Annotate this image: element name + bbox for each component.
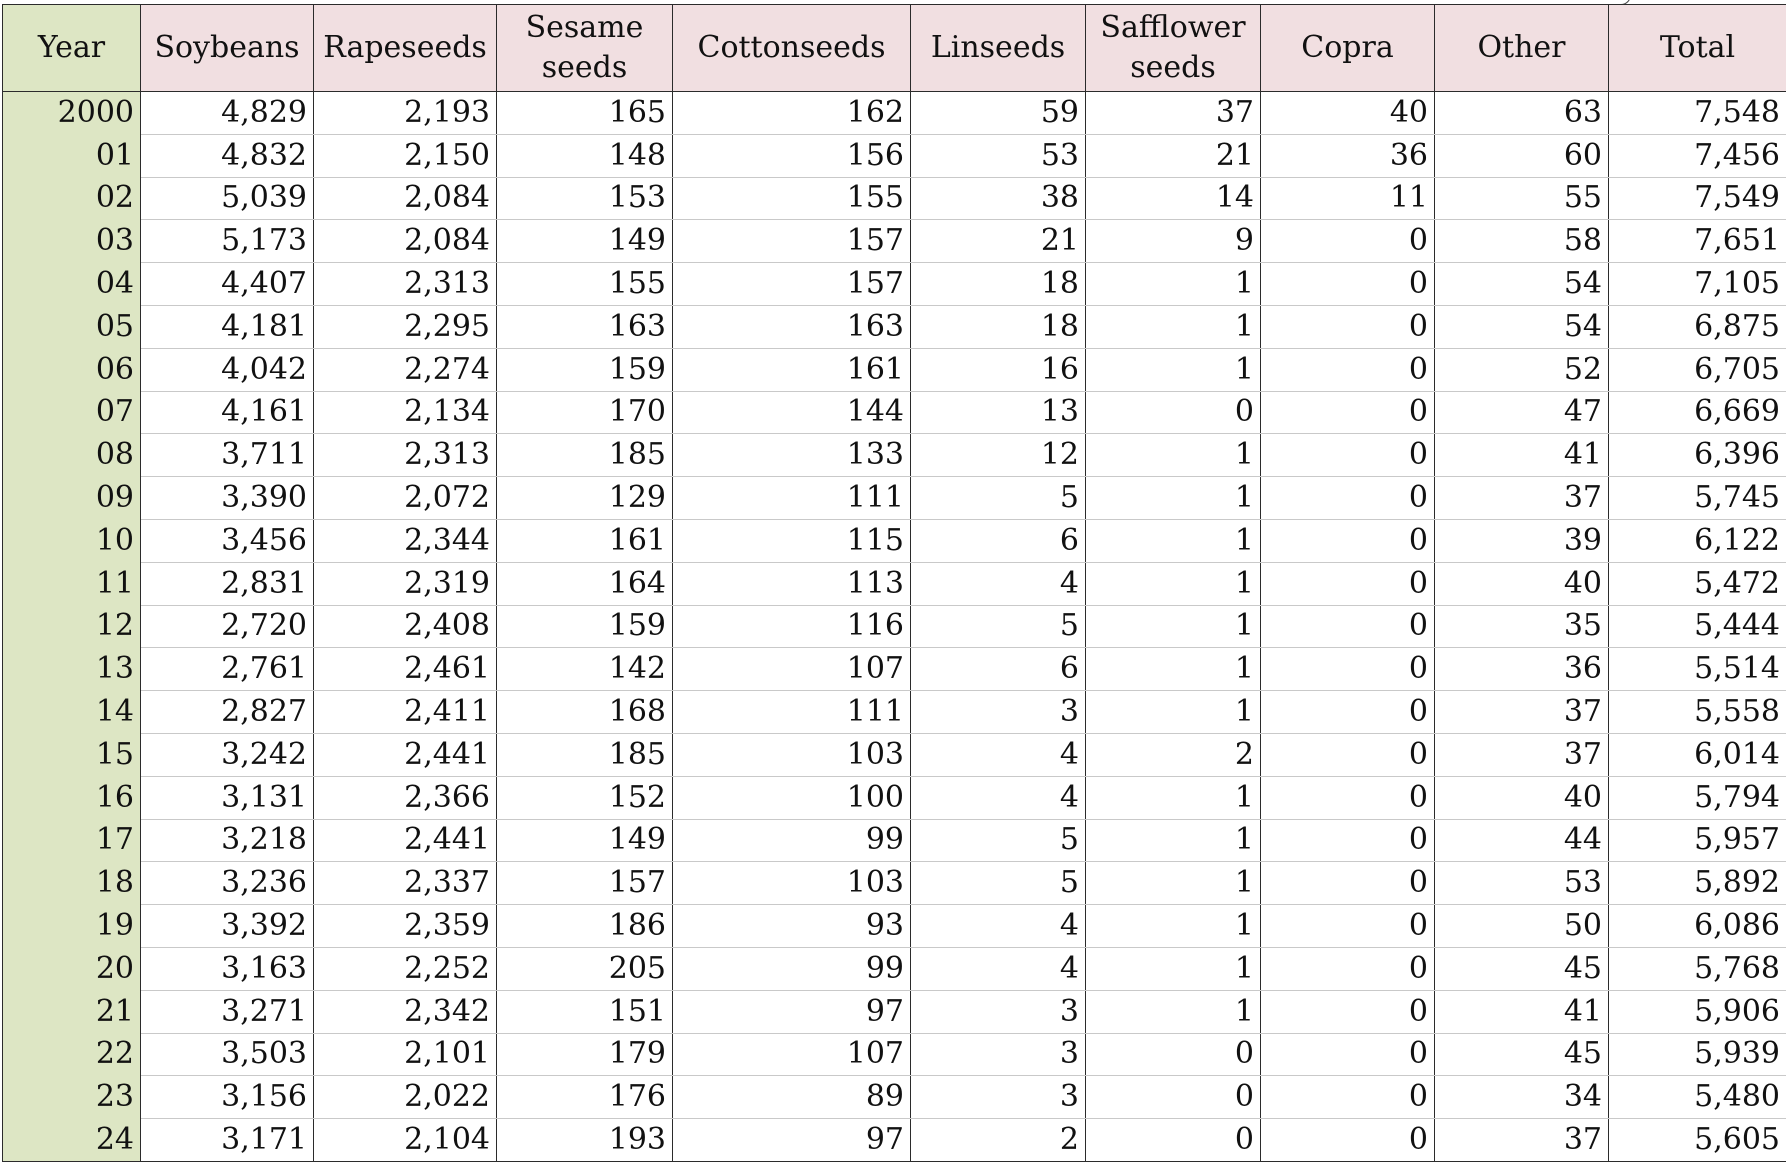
cell-other: 40 bbox=[1435, 776, 1609, 819]
cell-total: 7,456 bbox=[1609, 134, 1786, 177]
cell-safflower-seeds: 21 bbox=[1086, 134, 1261, 177]
header-copra: Copra bbox=[1261, 5, 1435, 92]
cell-other: 47 bbox=[1435, 391, 1609, 434]
cell-rapeseeds: 2,084 bbox=[314, 220, 497, 263]
cell-linseeds: 2 bbox=[911, 1119, 1086, 1162]
cell-total: 5,605 bbox=[1609, 1119, 1786, 1162]
cell-total: 5,768 bbox=[1609, 947, 1786, 990]
cell-cottonseeds: 100 bbox=[673, 776, 911, 819]
cell-rapeseeds: 2,295 bbox=[314, 305, 497, 348]
cell-safflower-seeds: 1 bbox=[1086, 434, 1261, 477]
cell-soybeans: 3,131 bbox=[141, 776, 314, 819]
cell-year: 15 bbox=[3, 733, 141, 776]
cell-total: 7,651 bbox=[1609, 220, 1786, 263]
cell-linseeds: 5 bbox=[911, 605, 1086, 648]
cell-sesame-seeds: 152 bbox=[497, 776, 673, 819]
cell-copra: 0 bbox=[1261, 691, 1435, 734]
cell-cottonseeds: 157 bbox=[673, 263, 911, 306]
cell-linseeds: 59 bbox=[911, 92, 1086, 135]
cell-sesame-seeds: 159 bbox=[497, 605, 673, 648]
cell-copra: 11 bbox=[1261, 177, 1435, 220]
cell-cottonseeds: 157 bbox=[673, 220, 911, 263]
cell-sesame-seeds: 151 bbox=[497, 990, 673, 1033]
cell-soybeans: 4,832 bbox=[141, 134, 314, 177]
table-row bbox=[3, 947, 1786, 990]
cell-cottonseeds: 115 bbox=[673, 519, 911, 562]
table-row bbox=[3, 177, 1786, 220]
cell-safflower-seeds: 1 bbox=[1086, 905, 1261, 948]
cell-safflower-seeds: 1 bbox=[1086, 348, 1261, 391]
cell-copra: 0 bbox=[1261, 733, 1435, 776]
cell-other: 36 bbox=[1435, 648, 1609, 691]
cell-total: 6,669 bbox=[1609, 391, 1786, 434]
table-row bbox=[3, 990, 1786, 1033]
cell-safflower-seeds: 1 bbox=[1086, 562, 1261, 605]
header-soybeans: Soybeans bbox=[141, 5, 314, 92]
cell-total: 7,105 bbox=[1609, 263, 1786, 306]
cell-year: 23 bbox=[3, 1076, 141, 1119]
cell-safflower-seeds: 1 bbox=[1086, 648, 1261, 691]
cell-soybeans: 3,236 bbox=[141, 862, 314, 905]
cell-soybeans: 3,218 bbox=[141, 819, 314, 862]
cell-linseeds: 4 bbox=[911, 947, 1086, 990]
cell-soybeans: 3,242 bbox=[141, 733, 314, 776]
cell-year: 06 bbox=[3, 348, 141, 391]
cell-sesame-seeds: 170 bbox=[497, 391, 673, 434]
cell-rapeseeds: 2,313 bbox=[314, 263, 497, 306]
cell-rapeseeds: 2,274 bbox=[314, 348, 497, 391]
cell-other: 53 bbox=[1435, 862, 1609, 905]
cell-total: 6,875 bbox=[1609, 305, 1786, 348]
cell-total: 5,480 bbox=[1609, 1076, 1786, 1119]
cell-linseeds: 38 bbox=[911, 177, 1086, 220]
cell-cottonseeds: 156 bbox=[673, 134, 911, 177]
cell-year: 24 bbox=[3, 1119, 141, 1162]
cell-sesame-seeds: 168 bbox=[497, 691, 673, 734]
cell-sesame-seeds: 159 bbox=[497, 348, 673, 391]
table-row bbox=[3, 477, 1786, 520]
cell-copra: 0 bbox=[1261, 776, 1435, 819]
cell-other: 41 bbox=[1435, 990, 1609, 1033]
cell-sesame-seeds: 193 bbox=[497, 1119, 673, 1162]
cell-rapeseeds: 2,134 bbox=[314, 391, 497, 434]
cell-rapeseeds: 2,104 bbox=[314, 1119, 497, 1162]
cell-total: 5,472 bbox=[1609, 562, 1786, 605]
cell-total: 6,014 bbox=[1609, 733, 1786, 776]
cell-sesame-seeds: 186 bbox=[497, 905, 673, 948]
cell-linseeds: 3 bbox=[911, 1076, 1086, 1119]
cell-cottonseeds: 107 bbox=[673, 648, 911, 691]
table-row bbox=[3, 519, 1786, 562]
cell-linseeds: 18 bbox=[911, 305, 1086, 348]
cell-year: 08 bbox=[3, 434, 141, 477]
cell-safflower-seeds: 1 bbox=[1086, 776, 1261, 819]
cell-sesame-seeds: 129 bbox=[497, 477, 673, 520]
cell-linseeds: 5 bbox=[911, 477, 1086, 520]
cell-linseeds: 4 bbox=[911, 905, 1086, 948]
cell-soybeans: 3,390 bbox=[141, 477, 314, 520]
cell-linseeds: 16 bbox=[911, 348, 1086, 391]
cell-other: 50 bbox=[1435, 905, 1609, 948]
cell-other: 54 bbox=[1435, 263, 1609, 306]
cell-other: 40 bbox=[1435, 562, 1609, 605]
cell-linseeds: 6 bbox=[911, 648, 1086, 691]
cell-other: 60 bbox=[1435, 134, 1609, 177]
cell-year: 07 bbox=[3, 391, 141, 434]
table-row bbox=[3, 391, 1786, 434]
cell-sesame-seeds: 176 bbox=[497, 1076, 673, 1119]
cell-other: 41 bbox=[1435, 434, 1609, 477]
table-row bbox=[3, 92, 1786, 135]
cell-rapeseeds: 2,441 bbox=[314, 733, 497, 776]
cell-linseeds: 18 bbox=[911, 263, 1086, 306]
cell-rapeseeds: 2,441 bbox=[314, 819, 497, 862]
cell-rapeseeds: 2,344 bbox=[314, 519, 497, 562]
cell-cottonseeds: 107 bbox=[673, 1033, 911, 1076]
cell-copra: 0 bbox=[1261, 391, 1435, 434]
cell-year: 02 bbox=[3, 177, 141, 220]
cell-soybeans: 4,181 bbox=[141, 305, 314, 348]
cell-rapeseeds: 2,359 bbox=[314, 905, 497, 948]
cell-safflower-seeds: 1 bbox=[1086, 947, 1261, 990]
cell-copra: 0 bbox=[1261, 305, 1435, 348]
cell-soybeans: 3,503 bbox=[141, 1033, 314, 1076]
cell-year: 10 bbox=[3, 519, 141, 562]
header-sesame-seeds bbox=[497, 5, 673, 92]
cell-copra: 0 bbox=[1261, 1076, 1435, 1119]
cell-year: 22 bbox=[3, 1033, 141, 1076]
cell-year: 13 bbox=[3, 648, 141, 691]
cell-linseeds: 53 bbox=[911, 134, 1086, 177]
cell-cottonseeds: 97 bbox=[673, 990, 911, 1033]
cell-other: 45 bbox=[1435, 947, 1609, 990]
cell-other: 44 bbox=[1435, 819, 1609, 862]
cell-soybeans: 3,271 bbox=[141, 990, 314, 1033]
cell-safflower-seeds: 0 bbox=[1086, 1076, 1261, 1119]
cell-safflower-seeds: 1 bbox=[1086, 819, 1261, 862]
cell-linseeds: 5 bbox=[911, 862, 1086, 905]
cell-soybeans: 3,156 bbox=[141, 1076, 314, 1119]
table-row bbox=[3, 134, 1786, 177]
cell-total: 5,794 bbox=[1609, 776, 1786, 819]
cell-soybeans: 2,761 bbox=[141, 648, 314, 691]
cell-cottonseeds: 99 bbox=[673, 819, 911, 862]
cell-total: 6,705 bbox=[1609, 348, 1786, 391]
cell-year: 11 bbox=[3, 562, 141, 605]
cell-safflower-seeds: 1 bbox=[1086, 263, 1261, 306]
cell-copra: 0 bbox=[1261, 862, 1435, 905]
cell-year: 14 bbox=[3, 691, 141, 734]
cell-other: 37 bbox=[1435, 477, 1609, 520]
cell-soybeans: 4,161 bbox=[141, 391, 314, 434]
table-row bbox=[3, 862, 1786, 905]
cell-total: 6,086 bbox=[1609, 905, 1786, 948]
cell-sesame-seeds: 161 bbox=[497, 519, 673, 562]
cell-total: 7,549 bbox=[1609, 177, 1786, 220]
cell-safflower-seeds: 1 bbox=[1086, 691, 1261, 734]
table-row bbox=[3, 1033, 1786, 1076]
cell-cottonseeds: 89 bbox=[673, 1076, 911, 1119]
cell-copra: 0 bbox=[1261, 990, 1435, 1033]
cell-rapeseeds: 2,461 bbox=[314, 648, 497, 691]
cell-sesame-seeds: 149 bbox=[497, 819, 673, 862]
cell-sesame-seeds: 164 bbox=[497, 562, 673, 605]
cell-copra: 40 bbox=[1261, 92, 1435, 135]
cell-sesame-seeds: 149 bbox=[497, 220, 673, 263]
cell-cottonseeds: 113 bbox=[673, 562, 911, 605]
cell-safflower-seeds: 0 bbox=[1086, 1119, 1261, 1162]
cell-other: 45 bbox=[1435, 1033, 1609, 1076]
header-safflower-seeds bbox=[1086, 5, 1261, 92]
cell-cottonseeds: 97 bbox=[673, 1119, 911, 1162]
cell-sesame-seeds: 142 bbox=[497, 648, 673, 691]
cell-other: 63 bbox=[1435, 92, 1609, 135]
cell-safflower-seeds: 1 bbox=[1086, 605, 1261, 648]
table-row bbox=[3, 1119, 1786, 1162]
table-body bbox=[3, 92, 1786, 1162]
header-total: Total bbox=[1609, 5, 1786, 92]
cell-rapeseeds: 2,366 bbox=[314, 776, 497, 819]
header-rapeseeds: Rapeseeds bbox=[314, 5, 497, 92]
cell-total: 5,957 bbox=[1609, 819, 1786, 862]
cell-soybeans: 5,039 bbox=[141, 177, 314, 220]
cell-total: 5,514 bbox=[1609, 648, 1786, 691]
cell-soybeans: 3,171 bbox=[141, 1119, 314, 1162]
header-linseeds: Linseeds bbox=[911, 5, 1086, 92]
oilseed-volume-table bbox=[2, 4, 1786, 1162]
cell-other: 58 bbox=[1435, 220, 1609, 263]
cell-other: 37 bbox=[1435, 691, 1609, 734]
cell-cottonseeds: 103 bbox=[673, 862, 911, 905]
cell-rapeseeds: 2,084 bbox=[314, 177, 497, 220]
table-row bbox=[3, 348, 1786, 391]
cell-total: 5,745 bbox=[1609, 477, 1786, 520]
cell-soybeans: 5,173 bbox=[141, 220, 314, 263]
cell-year: 19 bbox=[3, 905, 141, 948]
cell-soybeans: 3,392 bbox=[141, 905, 314, 948]
cell-cottonseeds: 133 bbox=[673, 434, 911, 477]
cell-safflower-seeds: 2 bbox=[1086, 733, 1261, 776]
table-row bbox=[3, 1076, 1786, 1119]
table-row bbox=[3, 305, 1786, 348]
header-text: Sesame seeds bbox=[525, 8, 645, 88]
cell-year: 05 bbox=[3, 305, 141, 348]
cell-year: 21 bbox=[3, 990, 141, 1033]
cell-copra: 0 bbox=[1261, 263, 1435, 306]
table-row bbox=[3, 905, 1786, 948]
table-row bbox=[3, 733, 1786, 776]
cell-year: 20 bbox=[3, 947, 141, 990]
table-row bbox=[3, 220, 1786, 263]
table-row bbox=[3, 434, 1786, 477]
cell-cottonseeds: 163 bbox=[673, 305, 911, 348]
cell-year: 09 bbox=[3, 477, 141, 520]
cell-safflower-seeds: 1 bbox=[1086, 519, 1261, 562]
cell-cottonseeds: 93 bbox=[673, 905, 911, 948]
cell-cottonseeds: 103 bbox=[673, 733, 911, 776]
cell-rapeseeds: 2,150 bbox=[314, 134, 497, 177]
cell-cottonseeds: 116 bbox=[673, 605, 911, 648]
cell-safflower-seeds: 37 bbox=[1086, 92, 1261, 135]
cell-total: 7,548 bbox=[1609, 92, 1786, 135]
cell-year: 01 bbox=[3, 134, 141, 177]
table-row bbox=[3, 819, 1786, 862]
cell-rapeseeds: 2,319 bbox=[314, 562, 497, 605]
cell-linseeds: 4 bbox=[911, 733, 1086, 776]
cell-copra: 0 bbox=[1261, 434, 1435, 477]
cell-copra: 0 bbox=[1261, 819, 1435, 862]
cell-linseeds: 4 bbox=[911, 776, 1086, 819]
cell-total: 5,906 bbox=[1609, 990, 1786, 1033]
cell-rapeseeds: 2,193 bbox=[314, 92, 497, 135]
cell-copra: 0 bbox=[1261, 348, 1435, 391]
table-row bbox=[3, 562, 1786, 605]
cell-safflower-seeds: 1 bbox=[1086, 477, 1261, 520]
cell-total: 5,939 bbox=[1609, 1033, 1786, 1076]
cell-copra: 0 bbox=[1261, 605, 1435, 648]
cell-soybeans: 3,163 bbox=[141, 947, 314, 990]
cell-year: 17 bbox=[3, 819, 141, 862]
cell-linseeds: 21 bbox=[911, 220, 1086, 263]
cell-rapeseeds: 2,252 bbox=[314, 947, 497, 990]
cell-soybeans: 2,831 bbox=[141, 562, 314, 605]
cell-cottonseeds: 99 bbox=[673, 947, 911, 990]
cell-sesame-seeds: 179 bbox=[497, 1033, 673, 1076]
cell-linseeds: 12 bbox=[911, 434, 1086, 477]
cell-total: 5,444 bbox=[1609, 605, 1786, 648]
cell-cottonseeds: 111 bbox=[673, 477, 911, 520]
cell-linseeds: 3 bbox=[911, 691, 1086, 734]
cell-other: 55 bbox=[1435, 177, 1609, 220]
cell-linseeds: 3 bbox=[911, 1033, 1086, 1076]
cell-other: 35 bbox=[1435, 605, 1609, 648]
header-text: Safflower seeds bbox=[1098, 8, 1248, 88]
cell-sesame-seeds: 157 bbox=[497, 862, 673, 905]
header-year: Year bbox=[3, 5, 141, 92]
cell-other: 34 bbox=[1435, 1076, 1609, 1119]
cell-soybeans: 3,456 bbox=[141, 519, 314, 562]
cell-sesame-seeds: 165 bbox=[497, 92, 673, 135]
cell-other: 54 bbox=[1435, 305, 1609, 348]
cell-copra: 0 bbox=[1261, 947, 1435, 990]
cell-year: 2000 bbox=[3, 92, 141, 135]
cell-rapeseeds: 2,411 bbox=[314, 691, 497, 734]
cell-linseeds: 3 bbox=[911, 990, 1086, 1033]
cell-copra: 0 bbox=[1261, 1033, 1435, 1076]
cell-soybeans: 2,827 bbox=[141, 691, 314, 734]
cell-cottonseeds: 144 bbox=[673, 391, 911, 434]
cell-copra: 36 bbox=[1261, 134, 1435, 177]
cell-rapeseeds: 2,101 bbox=[314, 1033, 497, 1076]
cell-linseeds: 5 bbox=[911, 819, 1086, 862]
cell-linseeds: 13 bbox=[911, 391, 1086, 434]
cell-copra: 0 bbox=[1261, 519, 1435, 562]
cell-sesame-seeds: 185 bbox=[497, 733, 673, 776]
table-row bbox=[3, 263, 1786, 306]
cell-safflower-seeds: 0 bbox=[1086, 1033, 1261, 1076]
cell-total: 5,892 bbox=[1609, 862, 1786, 905]
cell-soybeans: 2,720 bbox=[141, 605, 314, 648]
table-row bbox=[3, 776, 1786, 819]
table-row bbox=[3, 605, 1786, 648]
cell-cottonseeds: 161 bbox=[673, 348, 911, 391]
cell-linseeds: 6 bbox=[911, 519, 1086, 562]
header-other: Other bbox=[1435, 5, 1609, 92]
cell-other: 52 bbox=[1435, 348, 1609, 391]
cell-rapeseeds: 2,337 bbox=[314, 862, 497, 905]
cell-soybeans: 4,042 bbox=[141, 348, 314, 391]
cell-linseeds: 4 bbox=[911, 562, 1086, 605]
cell-copra: 0 bbox=[1261, 562, 1435, 605]
cell-year: 04 bbox=[3, 263, 141, 306]
cell-safflower-seeds: 1 bbox=[1086, 862, 1261, 905]
cell-other: 37 bbox=[1435, 1119, 1609, 1162]
cell-copra: 0 bbox=[1261, 220, 1435, 263]
cell-safflower-seeds: 14 bbox=[1086, 177, 1261, 220]
cell-copra: 0 bbox=[1261, 477, 1435, 520]
cell-soybeans: 4,407 bbox=[141, 263, 314, 306]
cell-cottonseeds: 155 bbox=[673, 177, 911, 220]
cell-cottonseeds: 111 bbox=[673, 691, 911, 734]
cell-year: 03 bbox=[3, 220, 141, 263]
cell-copra: 0 bbox=[1261, 905, 1435, 948]
header-row bbox=[3, 5, 1786, 92]
cell-year: 18 bbox=[3, 862, 141, 905]
cell-soybeans: 3,711 bbox=[141, 434, 314, 477]
table-row bbox=[3, 648, 1786, 691]
cell-rapeseeds: 2,072 bbox=[314, 477, 497, 520]
cell-copra: 0 bbox=[1261, 648, 1435, 691]
cell-rapeseeds: 2,313 bbox=[314, 434, 497, 477]
cell-sesame-seeds: 205 bbox=[497, 947, 673, 990]
cell-sesame-seeds: 155 bbox=[497, 263, 673, 306]
cell-total: 5,558 bbox=[1609, 691, 1786, 734]
cell-safflower-seeds: 1 bbox=[1086, 990, 1261, 1033]
cell-safflower-seeds: 1 bbox=[1086, 305, 1261, 348]
header-cottonseeds: Cottonseeds bbox=[673, 5, 911, 92]
cell-sesame-seeds: 153 bbox=[497, 177, 673, 220]
cell-safflower-seeds: 0 bbox=[1086, 391, 1261, 434]
table-row bbox=[3, 691, 1786, 734]
cell-other: 39 bbox=[1435, 519, 1609, 562]
cell-sesame-seeds: 185 bbox=[497, 434, 673, 477]
cell-other: 37 bbox=[1435, 733, 1609, 776]
cell-cottonseeds: 162 bbox=[673, 92, 911, 135]
cell-sesame-seeds: 163 bbox=[497, 305, 673, 348]
cell-total: 6,396 bbox=[1609, 434, 1786, 477]
table-header bbox=[3, 5, 1786, 92]
cell-rapeseeds: 2,022 bbox=[314, 1076, 497, 1119]
cell-sesame-seeds: 148 bbox=[497, 134, 673, 177]
cell-safflower-seeds: 9 bbox=[1086, 220, 1261, 263]
cell-total: 6,122 bbox=[1609, 519, 1786, 562]
cell-year: 12 bbox=[3, 605, 141, 648]
cell-year: 16 bbox=[3, 776, 141, 819]
cell-rapeseeds: 2,408 bbox=[314, 605, 497, 648]
cell-rapeseeds: 2,342 bbox=[314, 990, 497, 1033]
cell-soybeans: 4,829 bbox=[141, 92, 314, 135]
cell-copra: 0 bbox=[1261, 1119, 1435, 1162]
